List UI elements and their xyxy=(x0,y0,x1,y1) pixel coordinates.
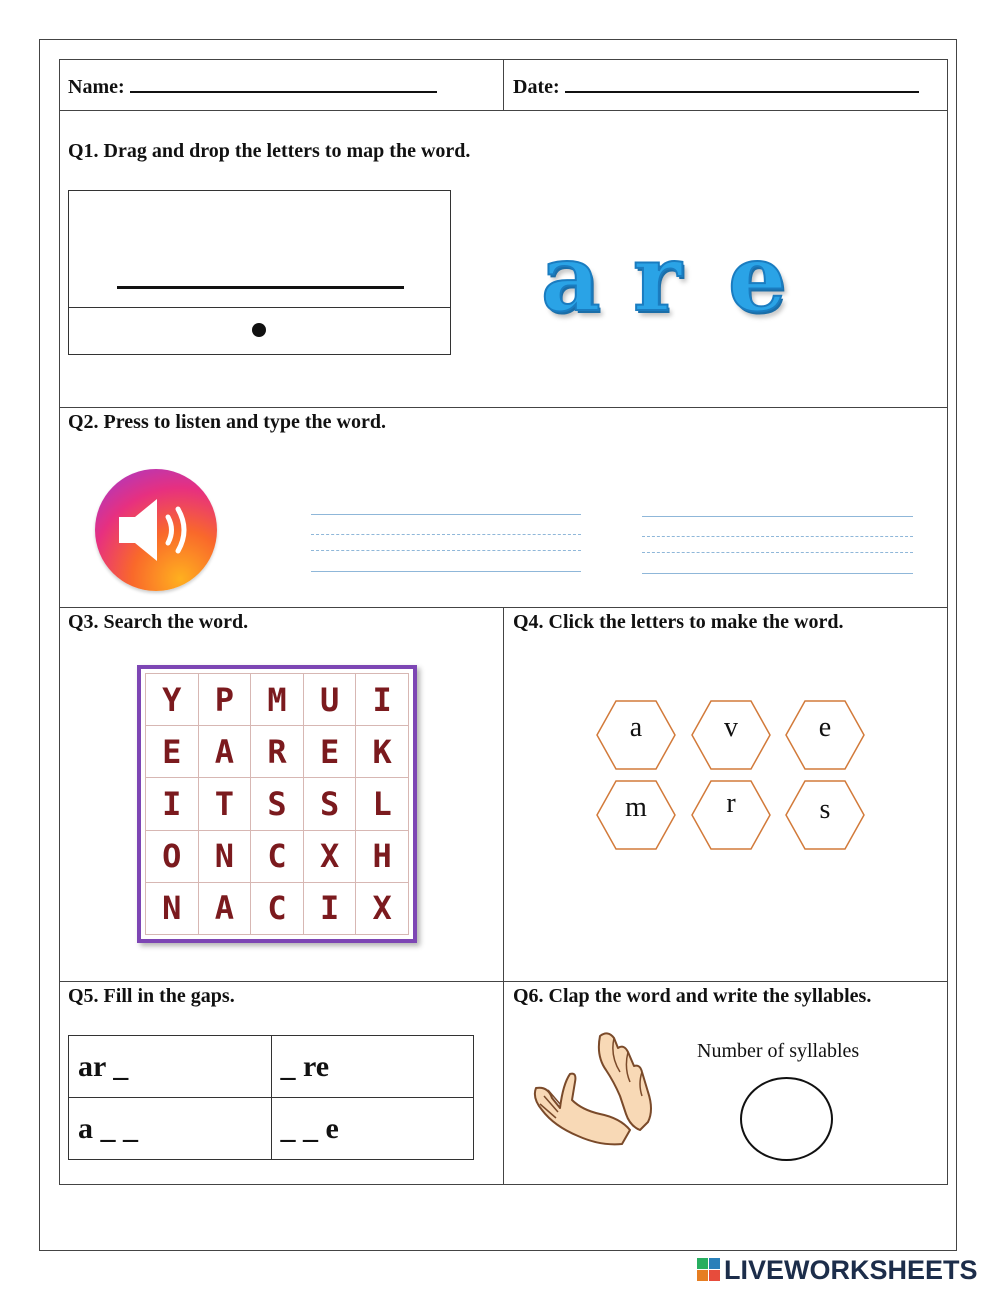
drag-letter-e[interactable]: e xyxy=(728,224,787,332)
drag-letter-r[interactable]: r xyxy=(633,224,682,332)
answer-writing-lines[interactable] xyxy=(311,514,581,572)
grid-cell[interactable]: C xyxy=(251,882,304,934)
grid-cell[interactable]: S xyxy=(251,778,304,830)
grid-line xyxy=(59,407,948,408)
date-label: Date: xyxy=(513,76,560,98)
word-search-grid xyxy=(137,665,417,943)
hex-label: r xyxy=(726,788,736,819)
fill-gaps-table xyxy=(68,1035,474,1160)
grid-cell[interactable]: M xyxy=(251,674,304,726)
hex-letter-v[interactable] xyxy=(691,700,771,775)
q1-prompt: Q1. Drag and drop the letters to map the word. xyxy=(68,140,471,162)
grid-line xyxy=(947,59,948,1184)
gap-cell[interactable]: _ _ e xyxy=(271,1098,474,1160)
q4-prompt: Q4. Click the letters to make the word. xyxy=(513,611,844,633)
grid-cell[interactable]: P xyxy=(198,674,251,726)
grid-cell[interactable]: I xyxy=(356,674,409,726)
name-label: Name: xyxy=(68,76,125,98)
logo-text: LIVEWORKSHEETS xyxy=(724,1255,978,1285)
grid-line xyxy=(59,1184,948,1185)
hex-label: a xyxy=(629,712,643,743)
grid-cell[interactable]: X xyxy=(356,882,409,934)
word-map-line xyxy=(117,286,404,289)
hex-letter-r[interactable] xyxy=(691,780,771,855)
q5-prompt: Q5. Fill in the gaps. xyxy=(68,985,235,1007)
hex-label: v xyxy=(724,712,738,743)
grid-line xyxy=(503,607,504,1184)
grid-cell[interactable]: U xyxy=(303,674,356,726)
grid-cell[interactable]: Y xyxy=(146,674,199,726)
q2-prompt: Q2. Press to listen and type the word. xyxy=(68,411,386,433)
grid-cell[interactable]: A xyxy=(198,726,251,778)
drag-letter-a[interactable]: a xyxy=(541,224,601,332)
date-blank[interactable] xyxy=(565,73,919,93)
hex-letter-a[interactable] xyxy=(596,700,676,775)
hex-letter-s[interactable] xyxy=(785,780,865,855)
syllables-answer-circle[interactable] xyxy=(740,1077,833,1161)
q3-prompt: Q3. Search the word. xyxy=(68,611,249,633)
word-map-divider xyxy=(69,307,450,308)
grid-line xyxy=(503,59,504,110)
hex-label: s xyxy=(819,794,831,825)
grid-cell[interactable]: N xyxy=(198,830,251,882)
date-field[interactable] xyxy=(513,73,919,99)
logo-icon xyxy=(697,1258,721,1282)
answer-writing-lines[interactable] xyxy=(642,516,913,574)
clapping-hands-icon xyxy=(530,1026,658,1150)
hex-letter-e[interactable] xyxy=(785,700,865,775)
grid-cell[interactable]: H xyxy=(356,830,409,882)
syllable-dot xyxy=(252,323,266,337)
grid-cell[interactable]: X xyxy=(303,830,356,882)
grid-cell[interactable]: A xyxy=(198,882,251,934)
gap-cell[interactable]: _ re xyxy=(271,1036,474,1098)
grid-line xyxy=(59,110,948,111)
name-blank[interactable] xyxy=(130,73,437,93)
grid-cell[interactable]: L xyxy=(356,778,409,830)
grid-cell[interactable]: I xyxy=(303,882,356,934)
grid-cell[interactable]: S xyxy=(303,778,356,830)
name-field[interactable] xyxy=(68,73,437,99)
hex-label: e xyxy=(818,712,832,743)
grid-cell[interactable]: N xyxy=(146,882,199,934)
word-map-drop-zone[interactable] xyxy=(68,190,451,355)
syllables-label: Number of syllables xyxy=(697,1040,860,1062)
gap-cell[interactable]: a _ _ xyxy=(69,1098,272,1160)
hex-letter-m[interactable] xyxy=(596,780,676,855)
grid-cell[interactable]: T xyxy=(198,778,251,830)
grid-line xyxy=(59,59,60,1184)
grid-cell[interactable]: E xyxy=(303,726,356,778)
grid-cell[interactable]: K xyxy=(356,726,409,778)
gap-cell[interactable]: ar _ xyxy=(69,1036,272,1098)
grid-cell[interactable]: I xyxy=(146,778,199,830)
grid-cell[interactable]: E xyxy=(146,726,199,778)
grid-cell[interactable]: R xyxy=(251,726,304,778)
q6-prompt: Q6. Clap the word and write the syllables. xyxy=(513,985,872,1007)
speaker-icon[interactable] xyxy=(95,469,217,591)
grid-cell[interactable]: C xyxy=(251,830,304,882)
hex-label: m xyxy=(625,792,647,823)
grid-cell[interactable]: O xyxy=(146,830,199,882)
speaker-glyph xyxy=(95,469,217,591)
